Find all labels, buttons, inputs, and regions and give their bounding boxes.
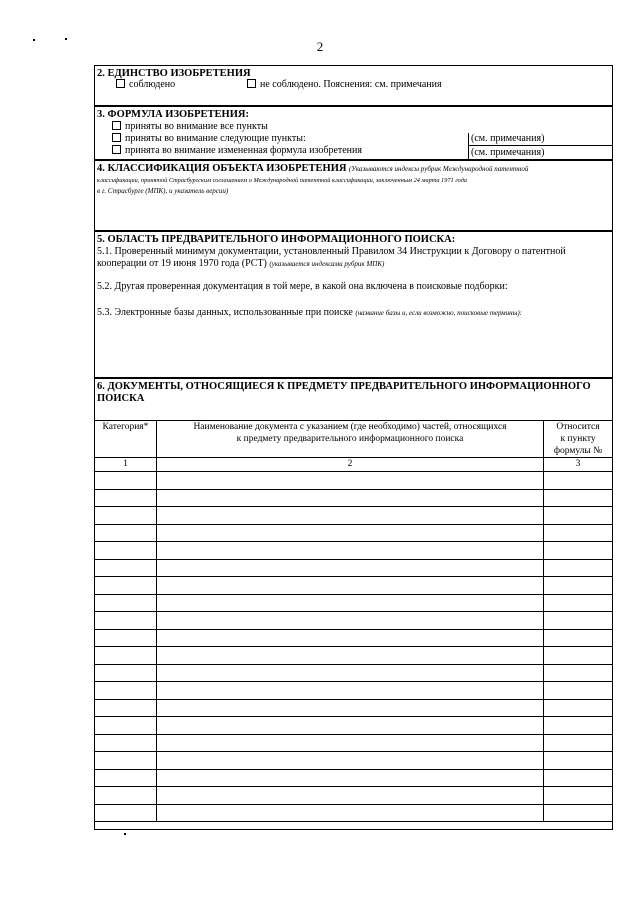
table-row <box>95 542 613 560</box>
table-cell[interactable] <box>544 734 613 752</box>
table-cell[interactable] <box>544 682 613 700</box>
checkbox-icon <box>112 121 121 130</box>
table-row <box>95 489 613 507</box>
table-cell[interactable] <box>544 612 613 630</box>
column-number: 2 <box>156 458 543 472</box>
claims-note-1: (см. примечания) <box>471 133 545 144</box>
table-row <box>95 682 613 700</box>
table-cell[interactable] <box>156 787 543 805</box>
table-row <box>95 734 613 752</box>
table-cell[interactable] <box>156 804 543 822</box>
table-row <box>95 647 613 665</box>
table-cell[interactable] <box>95 629 157 647</box>
section-unity <box>94 65 613 106</box>
checkbox-icon <box>247 79 256 88</box>
table-cell[interactable] <box>544 787 613 805</box>
divider <box>468 145 612 146</box>
checkbox-icon <box>112 133 121 142</box>
table-row <box>95 629 613 647</box>
table-cell[interactable] <box>544 542 613 560</box>
table-cell[interactable] <box>156 577 543 595</box>
table-cell[interactable] <box>95 752 157 770</box>
table-cell[interactable] <box>95 717 157 735</box>
table-cell[interactable] <box>95 787 157 805</box>
table-cell[interactable] <box>156 507 543 525</box>
table-header-row <box>95 421 613 458</box>
table-row <box>95 577 613 595</box>
column-number: 1 <box>95 458 157 472</box>
table-cell[interactable] <box>544 594 613 612</box>
table-cell[interactable] <box>95 507 157 525</box>
section-unity-title: 2. ЕДИНСТВО ИЗОБРЕТЕНИЯ <box>97 68 251 79</box>
search-field-5-1: 5.1. Проверенный минимум документации, установленный Правилом 34 Инструкции к Договору о патентной <box>97 246 566 257</box>
table-cell[interactable] <box>95 594 157 612</box>
table-cell[interactable] <box>95 612 157 630</box>
classification-header <box>97 163 528 175</box>
table-row <box>95 787 613 805</box>
table-row <box>95 699 613 717</box>
table-cell[interactable] <box>156 524 543 542</box>
table-cell[interactable] <box>156 629 543 647</box>
table-cell[interactable] <box>95 804 157 822</box>
column-number: 3 <box>544 458 613 472</box>
table-row <box>95 472 613 490</box>
table-cell[interactable] <box>156 472 543 490</box>
table-cell[interactable] <box>156 717 543 735</box>
table-cell[interactable] <box>544 629 613 647</box>
claims-note-2: (см. примечания) <box>471 147 545 158</box>
classification-hint: классификации, принятой Страсбургским соглашением о Международной патентной классификации, заключенным 24 марта 1971 года <box>97 177 468 184</box>
table-cell[interactable] <box>156 489 543 507</box>
table-cell[interactable] <box>156 559 543 577</box>
table-cell[interactable] <box>544 647 613 665</box>
table-cell[interactable] <box>156 734 543 752</box>
column-header-claims: Относится к пункту формулы № <box>544 421 613 458</box>
table-cell[interactable] <box>95 699 157 717</box>
table-row <box>95 804 613 822</box>
table-row <box>95 752 613 770</box>
table-row <box>95 559 613 577</box>
section-classification <box>94 160 613 231</box>
column-header-document: Наименование документа с указанием (где необходимо) частей, относящихся к предмету предварительного информационного поиска <box>156 421 543 458</box>
section-claims-title: 3. ФОРМУЛА ИЗОБРЕТЕНИЯ: <box>97 109 249 120</box>
claims-option-following[interactable]: приняты во внимание следующие пункты: <box>112 133 306 145</box>
table-cell[interactable] <box>156 699 543 717</box>
table-cell[interactable] <box>544 577 613 595</box>
table-cell[interactable] <box>95 664 157 682</box>
table-cell[interactable] <box>544 472 613 490</box>
table-cell[interactable] <box>95 489 157 507</box>
search-field-5-3: 5.3. Электронные базы данных, использованные при поиске (название базы и, если возможно, поисковые термины): <box>97 307 522 318</box>
classification-title: 4. КЛАССИФИКАЦИЯ ОБЪЕКТА ИЗОБРЕТЕНИЯ <box>97 163 347 174</box>
classification-hint: (Указываются индексы рубрик Международной патентной <box>348 165 529 173</box>
table-cell[interactable] <box>544 752 613 770</box>
table-cell[interactable] <box>95 524 157 542</box>
table-cell[interactable] <box>95 734 157 752</box>
table-cell[interactable] <box>156 594 543 612</box>
table-cell[interactable] <box>544 717 613 735</box>
claims-option-all[interactable]: приняты во внимание все пункты <box>112 121 268 133</box>
documents-title-cont: ПОИСКА <box>97 393 145 404</box>
table-row <box>95 664 613 682</box>
search-field-5-1-hint: (указывается индексами рубрик МПК) <box>269 260 385 268</box>
table-cell[interactable] <box>544 524 613 542</box>
table-row <box>95 507 613 525</box>
table-row <box>95 717 613 735</box>
option-observed[interactable]: соблюдено <box>116 79 175 91</box>
table-cell[interactable] <box>156 664 543 682</box>
column-number-row <box>95 458 613 472</box>
table-cell[interactable] <box>95 647 157 665</box>
table-cell[interactable] <box>156 647 543 665</box>
claims-option-amended[interactable]: принята во внимание измененная формула изобретения <box>112 145 362 157</box>
table-row <box>95 524 613 542</box>
table-row <box>95 769 613 787</box>
table-row <box>95 612 613 630</box>
table-cell[interactable] <box>156 752 543 770</box>
table-cell[interactable] <box>156 612 543 630</box>
table-cell[interactable] <box>544 507 613 525</box>
section-search-field <box>94 231 613 378</box>
section-claims <box>94 106 613 160</box>
table-cell[interactable] <box>544 699 613 717</box>
scan-mark <box>124 833 126 835</box>
table-cell[interactable] <box>544 804 613 822</box>
option-not-observed[interactable]: не соблюдено. Пояснения: см. примечания <box>247 79 442 91</box>
table-cell[interactable] <box>95 542 157 560</box>
table-cell[interactable] <box>95 559 157 577</box>
table-cell[interactable] <box>544 489 613 507</box>
table-cell[interactable] <box>544 559 613 577</box>
table-cell[interactable] <box>156 682 543 700</box>
documents-table-body <box>95 472 613 822</box>
table-cell[interactable] <box>95 682 157 700</box>
search-field-5-3-hint: (название базы и, если возможно, поисковые термины): <box>355 309 522 317</box>
table-cell[interactable] <box>156 769 543 787</box>
page-number: 2 <box>316 39 324 54</box>
table-cell[interactable] <box>95 577 157 595</box>
documents-table <box>94 420 613 822</box>
table-cell[interactable] <box>544 769 613 787</box>
search-field-title: 5. ОБЛАСТЬ ПРЕДВАРИТЕЛЬНОГО ИНФОРМАЦИОННОГО ПОИСКА: <box>97 234 456 245</box>
search-field-5-2: 5.2. Другая проверенная документация в той мере, в какой она включена в поисковые подборки: <box>97 281 508 292</box>
classification-hint: в г. Страсбурге (МПК), и указатель версии) <box>97 187 229 195</box>
search-field-5-1-cont: кооперации от 19 июня 1970 года (РСТ) (указывается индексами рубрик МПК) <box>97 258 385 269</box>
table-row <box>95 594 613 612</box>
table-cell[interactable] <box>156 542 543 560</box>
table-cell[interactable] <box>544 664 613 682</box>
documents-title: 6. ДОКУМЕНТЫ, ОТНОСЯЩИЕСЯ К ПРЕДМЕТУ ПРЕДВАРИТЕЛЬНОГО ИНФОРМАЦИОННОГО <box>97 381 591 392</box>
checkbox-icon <box>116 79 125 88</box>
column-header-category: Категория* <box>95 421 157 458</box>
checkbox-icon <box>112 145 121 154</box>
table-cell[interactable] <box>95 472 157 490</box>
table-cell[interactable] <box>95 769 157 787</box>
